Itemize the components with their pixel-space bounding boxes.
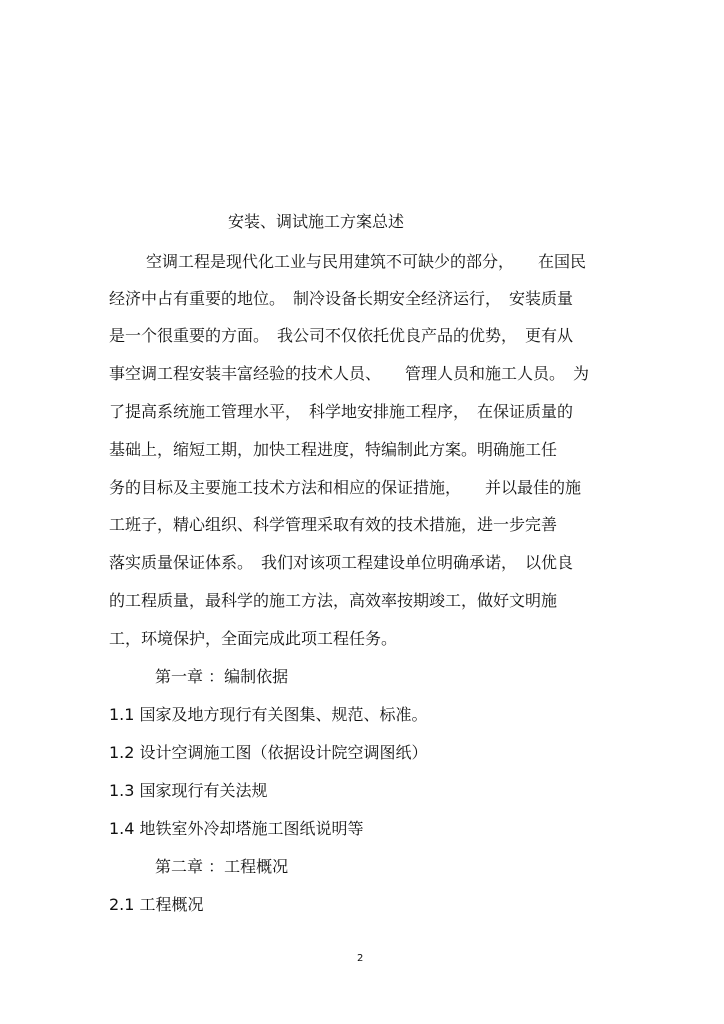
page-number: 2 bbox=[357, 953, 364, 964]
paragraph-line: 基础上，缩短工期，加快工程进度，特编制此方案。明确施工任 bbox=[109, 440, 558, 459]
document-title: 安装、调试施工方案总述 bbox=[228, 212, 405, 231]
paragraph-line: 务的目标及主要施工技术方法和相应的保证措施， 并以最佳的施 bbox=[109, 478, 582, 497]
paragraph-line: 工班子，精心组织、科学管理采取有效的技术措施，进一步完善 bbox=[109, 515, 558, 534]
paragraph-line: 是一个很重要的方面。 我公司不仅依托优良产品的优势， 更有从 bbox=[109, 326, 574, 345]
list-item: 1.4 地铁室外冷却塔施工图纸说明等 bbox=[109, 819, 364, 838]
paragraph-line: 经济中占有重要的地位。 制冷设备长期安全经济运行， 安装质量 bbox=[109, 289, 574, 308]
chapter-heading: 第一章 ：编制依据 bbox=[155, 667, 289, 686]
list-item: 1.3 国家现行有关法规 bbox=[109, 781, 268, 800]
list-item: 1.2 设计空调施工图（依据设计院空调图纸） bbox=[109, 743, 428, 762]
paragraph-line: 的工程质量，最科学的施工方法，高效率按期竣工，做好文明施 bbox=[109, 591, 558, 610]
chapter-heading: 第二章 ：工程概况 bbox=[155, 857, 289, 876]
paragraph-line: 工，环境保护，全面完成此项工程任务。 bbox=[109, 629, 398, 648]
list-item: 1.1 国家及地方现行有关图集、规范、标准。 bbox=[109, 705, 428, 724]
paragraph-line: 了提高系统施工管理水平， 科学地安排施工程序， 在保证质量的 bbox=[109, 402, 574, 421]
paragraph-line: 事空调工程安装丰富经验的技术人员、 管理人员和施工人员。 为 bbox=[109, 364, 590, 383]
paragraph-line: 空调工程是现代化工业与民用建筑不可缺少的部分， 在国民 bbox=[146, 252, 587, 271]
paragraph-line: 落实质量保证体系。 我们对该项工程建设单位明确承诺， 以优良 bbox=[109, 553, 574, 572]
list-item: 2.1 工程概况 bbox=[109, 895, 204, 914]
